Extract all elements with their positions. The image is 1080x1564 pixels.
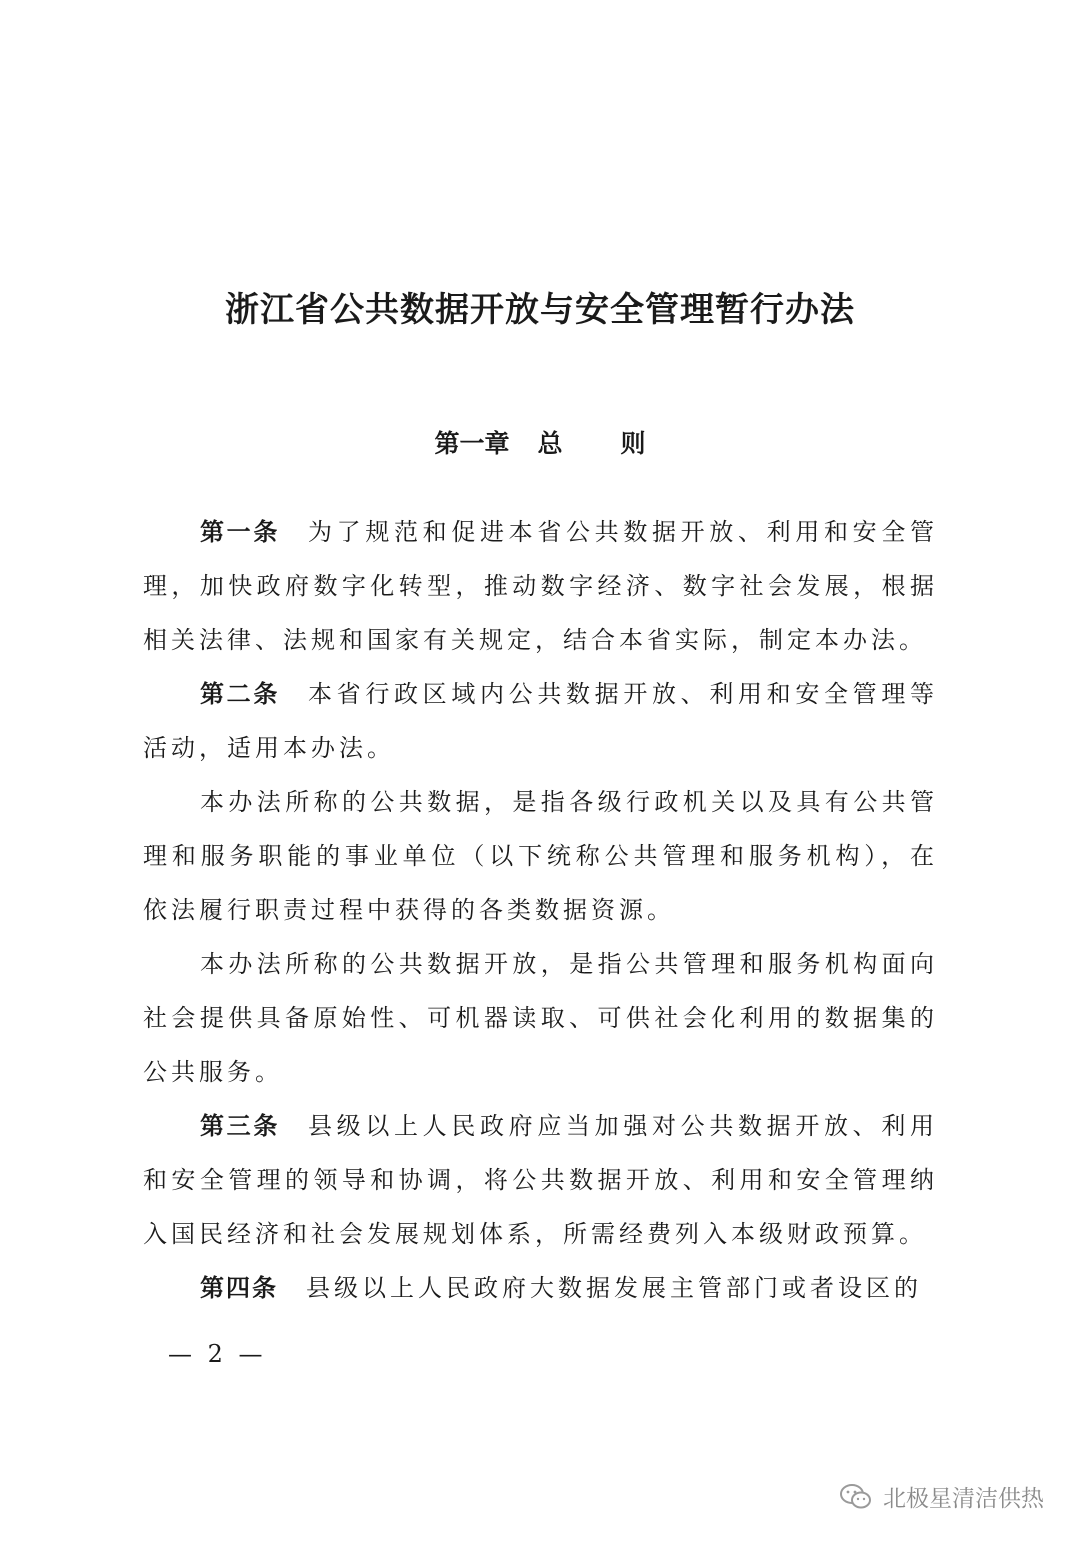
document-title: 浙江省公共数据开放与安全管理暂行办法 [225, 290, 855, 330]
chapter-title-part1: 总 [537, 429, 563, 458]
watermark-text: 北极星清洁供热 [883, 1485, 1044, 1511]
article-label: 第三条 [200, 1111, 280, 1140]
source-watermark [839, 1480, 1044, 1513]
chapter-title-part2: 则 [620, 429, 646, 458]
article-label: 第二条 [200, 679, 280, 708]
article-text: 本办法所称的公共数据，是指各级行政机关以及具有公共管理和服务职能的事业单位（以下统称公共管理和服务机构），在依法履行职责过程中获得的各类数据资源。 [143, 788, 938, 924]
page-number: — 2 — [168, 1340, 267, 1368]
article-paragraph [143, 667, 938, 775]
article-paragraph [143, 937, 938, 1099]
chapter-heading [0, 424, 1080, 460]
article-label: 第一条 [200, 517, 280, 546]
article-text: 县级以上人民政府大数据发展主管部门或者设区的 [306, 1274, 922, 1302]
wechat-icon [839, 1482, 873, 1512]
article-label: 第四条 [200, 1273, 278, 1302]
article-text: 本省行政区域内公共数据开放、利用和安全管理等活动，适用本办法。 [143, 680, 938, 762]
article-paragraph [143, 1099, 938, 1261]
article-text: 县级以上人民政府应当加强对公共数据开放、利用和安全管理的领导和协调，将公共数据开放、利用和安全管理纳入国民经济和社会发展规划体系，所需经费列入本级财政预算。 [143, 1112, 938, 1248]
article-text: 本办法所称的公共数据开放，是指公共管理和服务机构面向社会提供具备原始性、可机器读取、可供社会化利用的数据集的公共服务。 [143, 950, 938, 1086]
article-text: 为了规范和促进本省公共数据开放、利用和安全管理，加快政府数字化转型，推动数字经济、数字社会发展，根据相关法律、法规和国家有关规定，结合本省实际，制定本办法。 [143, 518, 938, 654]
article-paragraph [143, 1261, 938, 1315]
article-paragraph [143, 505, 938, 667]
document-body [143, 505, 938, 1315]
article-paragraph [143, 775, 938, 937]
chapter-number: 第一章 [434, 429, 510, 458]
